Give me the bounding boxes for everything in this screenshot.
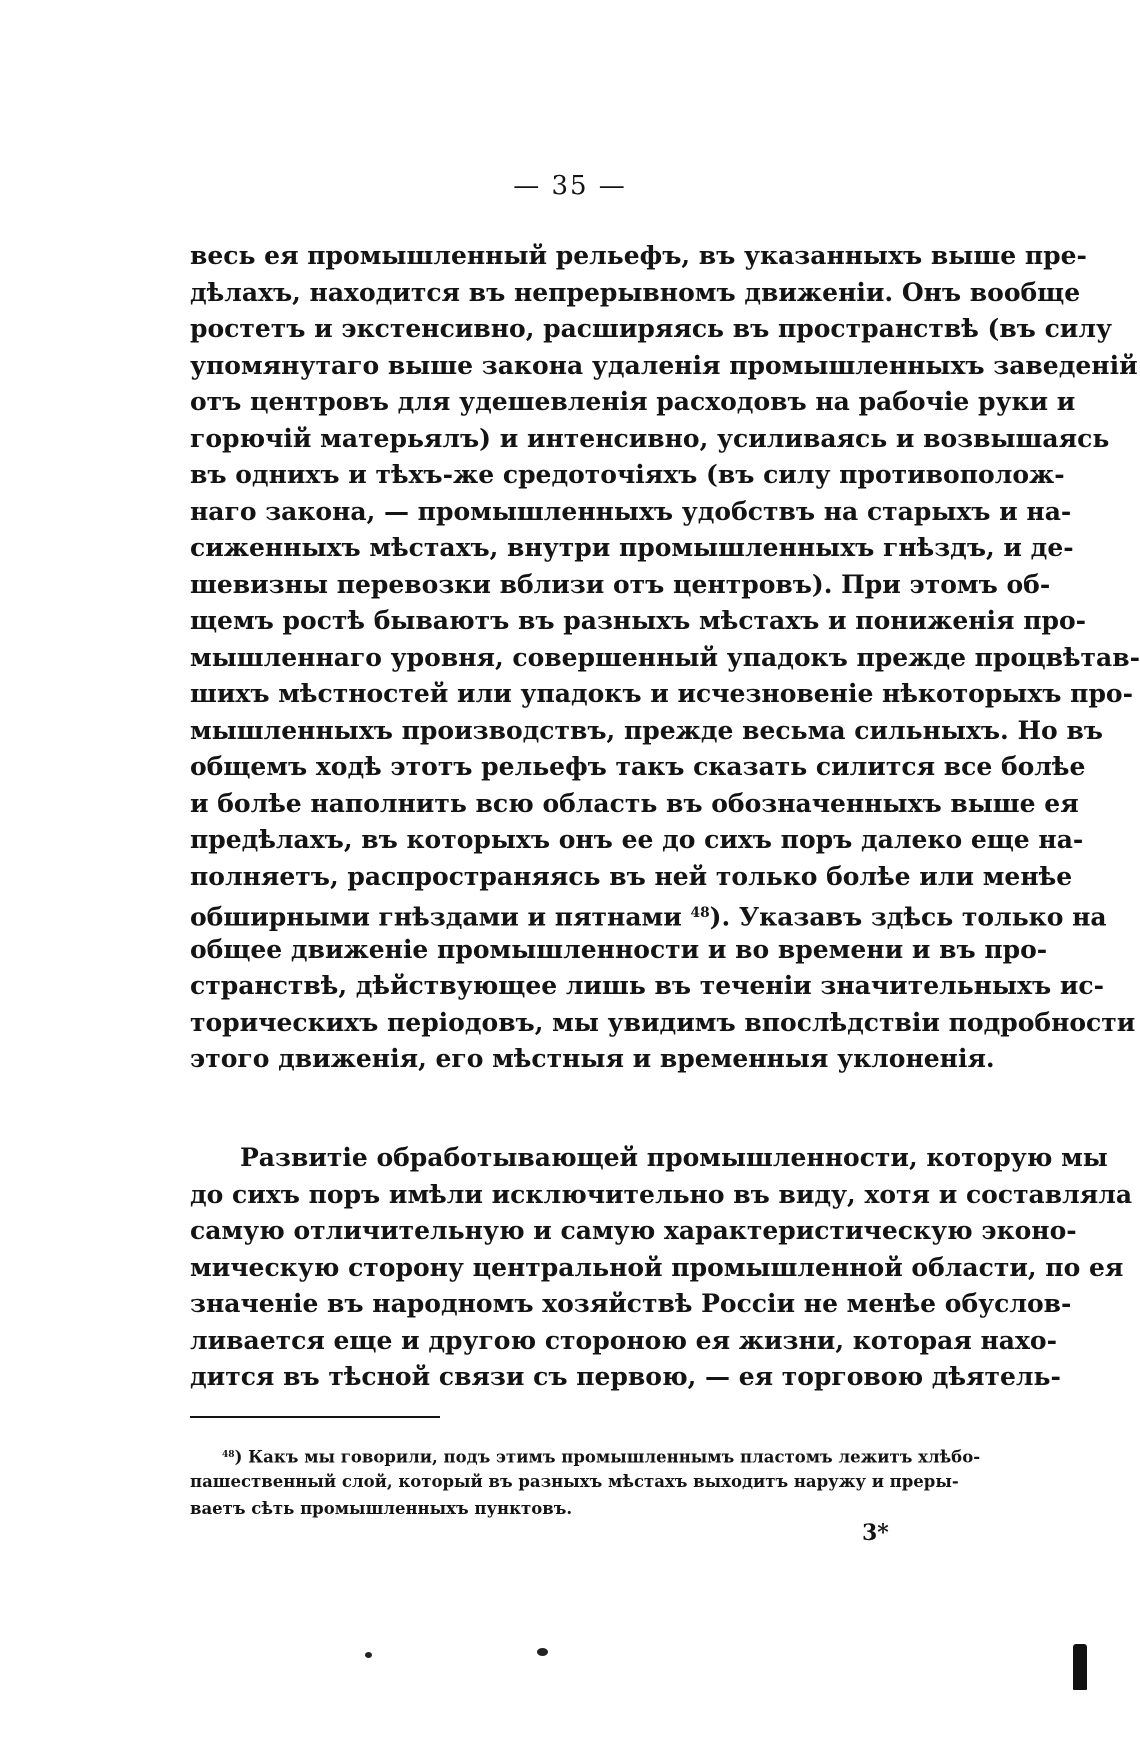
text-line: дится въ тѣсной связи съ первою, — ея торговою дѣятель- <box>190 1362 1061 1391</box>
text-line: въ однихъ и тѣхъ-же средоточіяхъ (въ силу противополож- <box>190 460 1065 489</box>
text-line: весь ея промышленный рельефъ, въ указанныхъ выше пре- <box>190 241 1087 270</box>
page-edge-mark <box>1073 1644 1087 1690</box>
text-line: ростетъ и экстенсивно, расширяясь въ пространствѣ (въ силу <box>190 314 1112 343</box>
footnote-divider <box>190 1416 440 1418</box>
text-line-with-footnote-ref <box>190 895 1107 932</box>
text-line: шихъ мѣстностей или упадокъ и исчезновеніе нѣкоторыхъ про- <box>190 679 1133 708</box>
text-line: полняетъ, распространяясь въ ней только болѣе или менѣе <box>190 861 1073 891</box>
text-line: общее движеніе промышленности и во времени и въ про- <box>190 934 1048 964</box>
text-line: отъ центровъ для удешевленія расходовъ на рабочіе руки и <box>190 387 1076 416</box>
text-line: торическихъ періодовъ, мы увидимъ впослѣдствіи подробности <box>190 1007 1136 1037</box>
text-line: упомянутаго выше закона удаленія промышленныхъ заведеній <box>190 350 1138 380</box>
ink-speck <box>537 1648 548 1656</box>
text-segment: ) Какъ мы говорили, подъ этимъ промышленнымъ пластомъ лежитъ хлѣбо- <box>234 1447 981 1467</box>
footnote-line: пашественный слой, который въ разныхъ мѣстахъ выходитъ наружу и преры- <box>190 1472 959 1491</box>
text-line: ливается еще и другою стороною ея жизни, которая нахо- <box>190 1325 1057 1355</box>
footnote-marker: 48 <box>222 1449 235 1460</box>
footnote-line <box>190 1441 981 1468</box>
ink-speck <box>365 1652 372 1658</box>
page-number: — 35 — <box>513 171 627 201</box>
text-line: предѣлахъ, въ которыхъ онъ ее до сихъ поръ далеко еще на- <box>190 825 1084 854</box>
text-line: этого движенія, его мѣстныя и временныя уклоненія. <box>190 1044 995 1073</box>
text-line: и болѣе наполнить всю область въ обозначенныхъ выше ея <box>190 788 1079 818</box>
text-line: наго закона, — промышленныхъ удобствъ на старыхъ и на- <box>190 496 1072 526</box>
main-paragraph-2 <box>190 1140 1133 1396</box>
text-line: общемъ ходѣ этотъ рельефъ такъ сказать силится все болѣе <box>190 752 1086 781</box>
text-line: щемъ ростѣ бываютъ въ разныхъ мѣстахъ и пониженія про- <box>190 606 1087 635</box>
text-line: шевизны перевозки вблизи отъ центровъ). При этомъ об- <box>190 569 1051 599</box>
text-line: Развитіе обработывающей промышленности, которую мы <box>240 1143 1108 1172</box>
text-line: странствѣ, дѣйствующее лишь въ теченіи значительныхъ ис- <box>190 971 1105 1000</box>
text-line: мическую сторону центральной промышленной области, по ея <box>190 1252 1124 1282</box>
text-line: сиженныхъ мѣстахъ, внутри промышленныхъ гнѣздъ, и де- <box>190 533 1074 562</box>
text-line: дѣлахъ, находится въ непрерывномъ движеніи. Онъ вообще <box>190 277 1081 307</box>
footnote-line: ваетъ сѣть промышленныхъ пунктовъ. <box>190 1499 573 1518</box>
text-segment: обширными гнѣздами и пятнами <box>190 902 682 932</box>
text-line: до сихъ поръ имѣли исключительно въ виду, хотя и составляла <box>190 1179 1133 1209</box>
footnote-reference[interactable]: 48 <box>690 905 710 921</box>
text-line: мышленнаго уровня, совершенный упадокъ прежде процвѣтав- <box>190 642 1140 672</box>
signature-mark: 3* <box>862 1520 889 1546</box>
text-line: горючій матерьялъ) и интенсивно, усиливаясь и возвышаясь <box>190 423 1110 453</box>
main-paragraph-1 <box>190 238 1140 1078</box>
footnote <box>190 1441 981 1522</box>
text-line: мышленныхъ производствъ, прежде весьма сильныхъ. Но въ <box>190 715 1103 745</box>
text-line: значеніе въ народномъ хозяйствѣ Россіи не менѣе обуслов- <box>190 1289 1072 1318</box>
text-segment: ). Указавъ здѣсь только на <box>709 902 1107 932</box>
text-line: самую отличительную и самую характеристическую эконо- <box>190 1216 1077 1245</box>
